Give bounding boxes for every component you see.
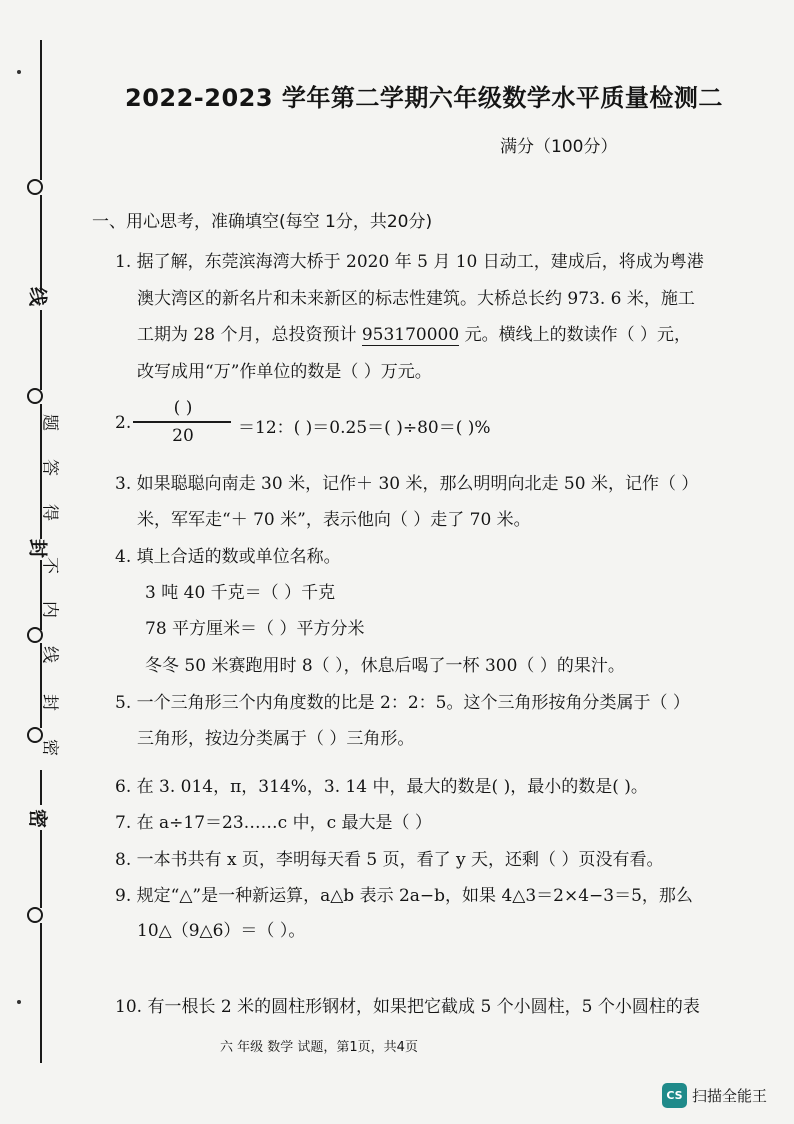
binding-line (40, 923, 42, 1063)
binding-ring-icon (27, 907, 43, 923)
q2-fraction (133, 398, 233, 446)
binding-ring-icon (27, 179, 43, 195)
q9-line-2: 10△（9△6）＝（ ）。 (137, 921, 306, 941)
full-score: 满分（100分） (500, 137, 618, 157)
binding-line (40, 830, 42, 908)
q3-line-1: 3. 如果聪聪向南走 30 米，记作＋ 30 米，那么明明向北走 50 米，记作（ ） (115, 474, 699, 494)
q1-line-1: 1. 据了解，东莞滨海湾大桥于 2020 年 5 月 10 日动工，建成后，将成为粤港 (115, 252, 704, 272)
q10-line-1: 10. 有一根长 2 米的圆柱形钢材，如果把它截成 5 个小圆柱，5 个小圆柱的表 (115, 997, 700, 1017)
hole-dot (17, 70, 21, 74)
binding-label-mid: 封 (26, 538, 49, 558)
binding-ring-icon (27, 627, 43, 643)
q4-line-2: 3 吨 40 千克＝（ ）千克 (145, 583, 336, 603)
q1-line-4: 改写成用“万”作单位的数是（ ）万元。 (137, 362, 432, 382)
hole-dot (17, 1000, 21, 1004)
binding-line (40, 310, 42, 390)
binding-char: 答 (39, 459, 60, 476)
binding-label-top: 线 (26, 286, 49, 306)
q2-number: 2. (115, 413, 132, 433)
binding-char: 密 (39, 739, 60, 756)
q1-line-2: 澳大湾区的新名片和未来新区的标志性建筑。大桥总长约 973. 6 米，施工 (137, 289, 695, 309)
brand-name: 扫描全能王 (692, 1087, 768, 1105)
q2-equation: ＝12：( )＝0.25＝( )÷80＝( )% (238, 418, 491, 438)
binding-char: 得 (39, 504, 60, 521)
q4-line-1: 4. 填上合适的数或单位名称。 (115, 547, 341, 567)
q5-line-1: 5. 一个三角形三个内角度数的比是 2：2：5。这个三角形按角分类属于（ ） (115, 693, 690, 713)
binding-char: 封 (39, 694, 60, 711)
q5-line-2: 三角形，按边分类属于（ ）三角形。 (137, 729, 415, 749)
fraction-denominator: 20 (172, 425, 194, 446)
q4-line-3: 78 平方厘米＝（ ）平方分米 (145, 619, 365, 639)
q9-line-1: 9. 规定“△”是一种新运算，a△b 表示 2a−b，如果 4△3＝2×4−3＝5，那么 (115, 886, 693, 906)
binding-line (40, 770, 42, 805)
camscanner-logo-icon: CS (662, 1083, 687, 1108)
q3-line-2: 米，军军走“＋ 70 米”，表示他向（ ）走了 70 米。 (137, 510, 531, 530)
binding-line (40, 195, 42, 290)
page-footer: 六 年级 数学 试题，第1页，共4页 (220, 1040, 418, 1055)
q1-underlined-number: 953170000 (361, 325, 460, 345)
binding-char: 内 (39, 601, 60, 618)
scanner-watermark (662, 1083, 767, 1108)
fraction-numerator: ( ) (173, 398, 193, 418)
q4-line-4: 冬冬 50 米赛跑用时 8（ ），休息后喝了一杯 300（ ）的果汁。 (145, 656, 625, 676)
q1-line-3 (137, 320, 691, 345)
q8-text: 8. 一本书共有 x 页，李明每天看 5 页，看了 y 天，还剩（ ）页没有看。 (115, 850, 664, 870)
binding-char: 不 (39, 557, 60, 574)
q1-text: 元。横线上的数读作（ ）元， (459, 325, 691, 345)
q1-text: 工期为 28 个月，总投资预计 (137, 325, 362, 345)
binding-line (40, 40, 42, 180)
exam-title: 2022-2023 学年第二学期六年级数学水平质量检测二 (125, 84, 723, 112)
binding-char: 题 (39, 414, 60, 431)
q6-text: 6. 在 3. 014，π，314%，3. 14 中，最大的数是( )，最小的数是( )。 (115, 777, 648, 797)
binding-ring-icon (27, 388, 43, 404)
fraction-bar (133, 421, 231, 423)
binding-char: 线 (39, 646, 60, 663)
binding-label-bottom: 密 (26, 808, 49, 828)
section-heading: 一、用心思考，准确填空(每空 1分，共20分) (92, 212, 433, 232)
q7-text: 7. 在 a÷17＝23……c 中，c 最大是（ ） (115, 813, 432, 833)
